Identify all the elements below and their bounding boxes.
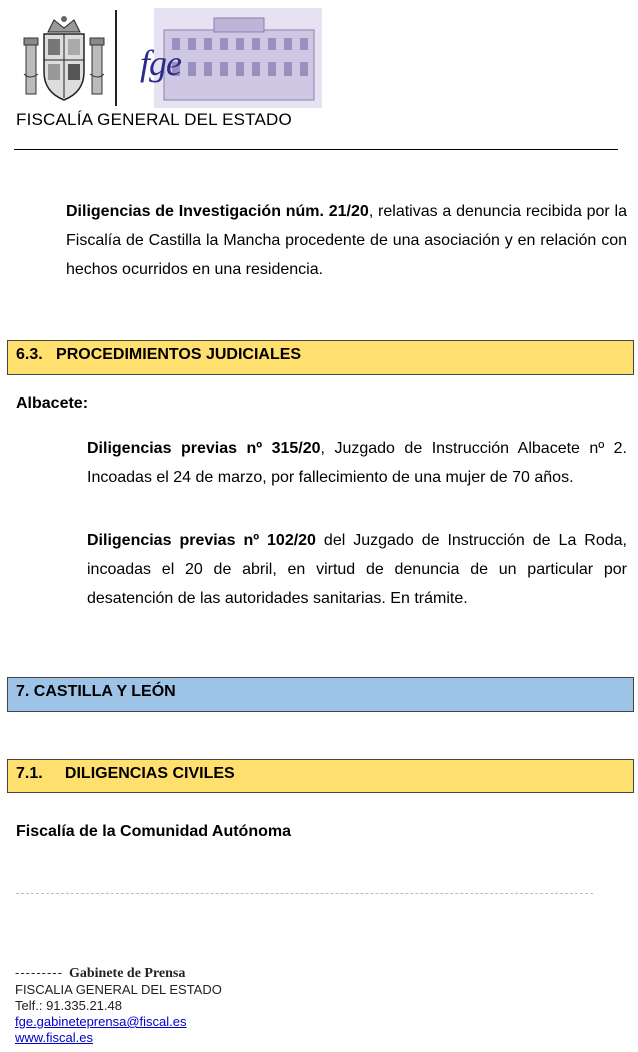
header-logo: [22, 8, 322, 108]
fge-logo-text: fge: [140, 43, 181, 83]
section-label: 7.1. DILIGENCIAS CIVILES: [16, 765, 235, 782]
footer-email-link[interactable]: fge.gabineteprensa@fiscal.es: [15, 1014, 187, 1029]
section-label: 7. CASTILLA Y LEÓN: [16, 683, 176, 700]
footer-org: FISCALIA GENERAL DEL ESTADO: [15, 982, 222, 997]
footer-gabinete-line: [15, 965, 222, 982]
footer-phone: Telf.: 91.335.21.48: [15, 998, 122, 1013]
paragraph-bold: Diligencias previas nº 102/20: [87, 532, 316, 549]
header-rule: [14, 149, 618, 150]
footer: [15, 965, 222, 1046]
footer-dashes: ---------: [15, 965, 63, 980]
section-heading-7-1: [7, 759, 634, 793]
footer-web-link[interactable]: www.fiscal.es: [15, 1030, 94, 1045]
dashed-divider: [16, 893, 593, 894]
section-heading-7: [7, 677, 634, 712]
section-heading-6-3: [7, 340, 634, 375]
footer-gabinete: Gabinete de Prensa: [68, 966, 186, 981]
paragraph-diligencias-investigacion: [66, 197, 627, 284]
logo-divider: [115, 10, 117, 106]
paragraph-bold: Diligencias previas nº 315/20: [87, 440, 321, 457]
paragraph-diligencias-315: [87, 434, 627, 492]
section-label: 6.3. PROCEDIMIENTOS JUDICIALES: [16, 346, 302, 363]
albacete-heading: Albacete:: [16, 395, 89, 412]
paragraph-bold: Diligencias de Investigación núm. 21/20: [66, 203, 369, 220]
fiscalia-comunidad-heading: Fiscalía de la Comunidad Autónoma: [16, 823, 291, 840]
paragraph-diligencias-102: [87, 526, 627, 613]
paragraph-text: , relativas a denuncia recibida por la Fiscalía de Castilla la Mancha procedente de una asociación y en relación con hechos ocurridos en una residencia.: [66, 203, 628, 278]
paragraph-text: , Juzgado de Instrucción Albacete nº 2. Incoadas el 24 de marzo, por fallecimiento de una mujer de 70 años.: [87, 440, 628, 486]
coat-of-arms-icon: [22, 14, 106, 104]
paragraph-text: del Juzgado de Instrucción de La Roda, incoadas el 20 de abril, en virtud de denuncia de un particular por desatención de las autoridades sanitarias. En trámite.: [87, 532, 628, 607]
header-title: FISCALÍA GENERAL DEL ESTADO: [16, 110, 292, 129]
